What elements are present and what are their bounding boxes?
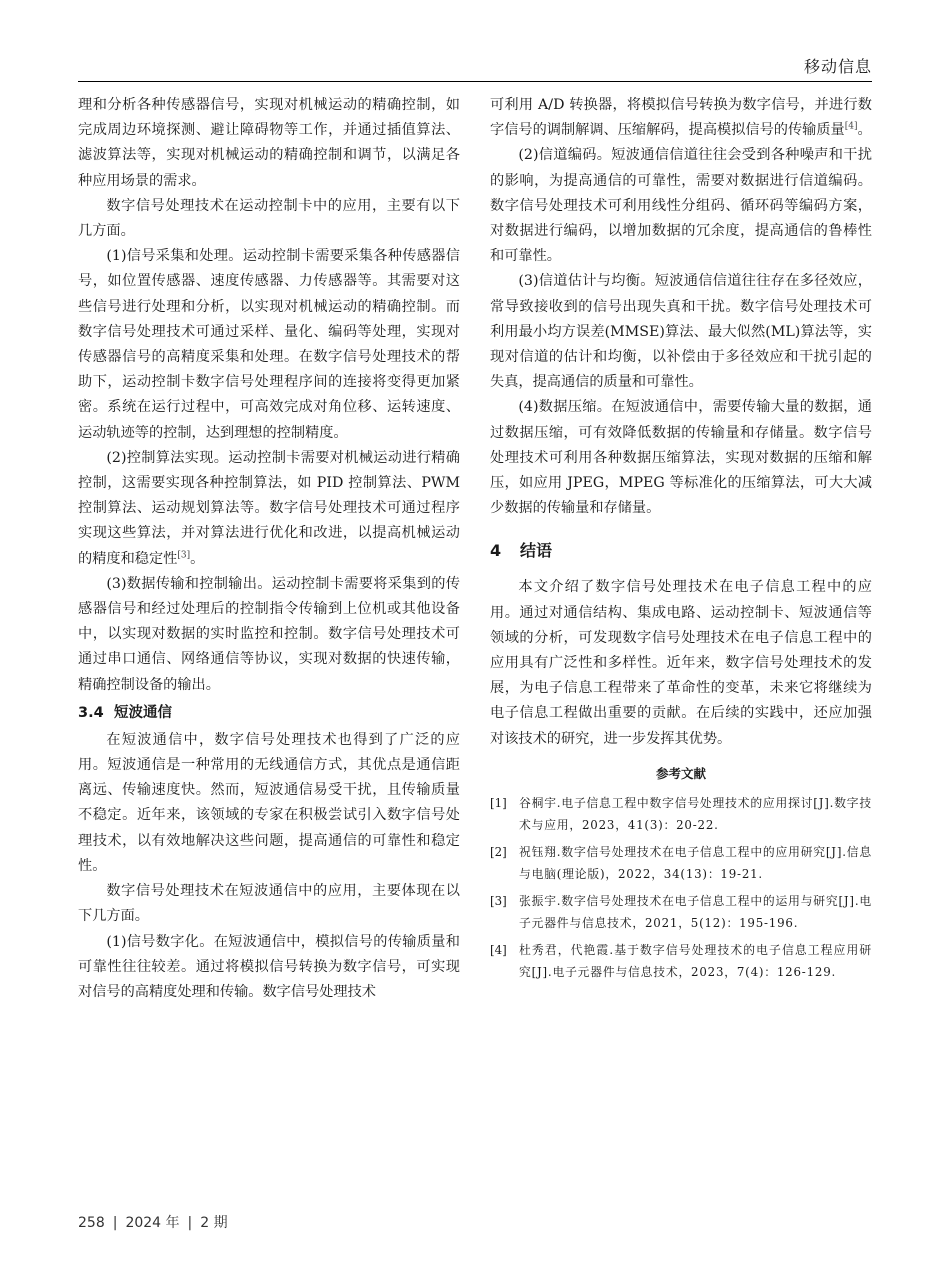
section-heading	[78, 701, 460, 726]
section-number: 4	[490, 541, 502, 561]
reference-number: [1]	[490, 795, 507, 810]
citation-mark: [4]	[844, 121, 858, 132]
right-column	[490, 93, 872, 988]
section-title: 结语	[520, 541, 553, 561]
footer-separator: |	[112, 1215, 118, 1231]
paragraph: 数字信号处理技术在运动控制卡中的应用，主要有以下几方面。	[78, 197, 460, 240]
page-number: 258	[78, 1215, 105, 1231]
paragraph: (1)信号数字化。在短波通信中，模拟信号的传输质量和可靠性往往较差。通过将模拟信号转换为数字信号，可实现对信号的高精度处理和传输。数字信号处理技术	[78, 933, 460, 1000]
paragraph	[490, 93, 872, 143]
reference-item	[490, 939, 872, 984]
reference-text: 祝钰翔.数字信号处理技术在电子信息工程中的应用研究[J].信息与电脑(理论版)，2022，34(13)：19-21.	[519, 844, 872, 882]
reference-item	[490, 841, 872, 886]
reference-number: [2]	[490, 844, 507, 859]
reference-number: [4]	[490, 942, 507, 957]
paragraph: (4)数据压缩。在短波通信中，需要传输大量的数据，通过数据压缩，可有效降低数据的传输量和存储量。数字信号处理技术可利用各种数据压缩算法，实现对数据的压缩和解压，如应用 JPEG，MPEG 等标准化的压缩算法，可大大减少数据的传输量和存储量。	[490, 399, 872, 517]
left-column	[78, 93, 460, 1005]
section-heading	[490, 539, 872, 563]
paragraph-end: 。	[190, 550, 205, 567]
citation-mark: [3]	[177, 549, 191, 560]
paragraph: 理和分析各种传感器信号，实现对机械运动的精确控制，如完成周边环境探测、避让障碍物等工作，并通过插值算法、滤波算法等，实现对机械运动的精确控制和调节，以满足各种应用场景的需求。	[78, 97, 460, 189]
section-title: 短波通信	[114, 704, 172, 721]
paragraph: (2)信道编码。短波通信信道往往会受到各种噪声和干扰的影响，为提高通信的可靠性，需要对数据进行信道编码。数字信号处理技术可利用线性分组码、循环码等编码方案，对数据进行编码，以增加数据的冗余度，提高通信的鲁棒性和可靠性。	[490, 147, 872, 265]
page-footer	[78, 1212, 228, 1232]
paragraph-text: 可利用 A/D 转换器，将模拟信号转换为数字信号，并进行数字信号的调制解调、压缩解码，提高模拟信号的传输质量	[490, 97, 872, 139]
reference-item	[490, 890, 872, 935]
paragraph: 数字信号处理技术在短波通信中的应用，主要体现在以下几方面。	[78, 883, 460, 925]
reference-item	[490, 792, 872, 837]
paragraph: 在短波通信中，数字信号处理技术也得到了广泛的应用。短波通信是一种常用的无线通信方式，其优点是通信距离远、传输速度快。然而，短波通信易受干扰，且传输质量不稳定。近年来，该领域的专家在积极尝试引入数字信号处理技术，以有效地解决这些问题，提高通信的可靠性和稳定性。	[78, 731, 460, 874]
issue-number: 2 期	[200, 1215, 228, 1231]
reference-number: [3]	[490, 893, 507, 908]
reference-text: 谷桐宇.电子信息工程中数字信号处理技术的应用探讨[J].数字技术与应用，2023，41(3)：20-22.	[519, 795, 872, 833]
reference-text: 杜秀君，代艳霞.基于数字信号处理技术的电子信息工程应用研究[J].电子元器件与信息技术，2023，7(4)：126-129.	[519, 942, 872, 980]
paragraph: 本文介绍了数字信号处理技术在电子信息工程中的应用。通过对通信结构、集成电路、运动控制卡、短波通信等领域的分析，可发现数字信号处理技术在电子信息工程中的应用具有广泛性和多样性。近年来，数字信号处理技术的发展，为电子信息工程带来了革命性的变革，未来它将继续为电子信息工程做出重要的贡献。在后续的实践中，还应加强对该技术的研究，进一步发挥其优势。	[490, 579, 872, 747]
paragraph	[78, 446, 460, 572]
paragraph-text: (2)控制算法实现。运动控制卡需要对机械运动进行精确控制，这需要实现各种控制算法，如 PID 控制算法、PWM 控制算法、运动规划算法等。数字信号处理技术可通过程序实现这些算法，并对算法进行优化和改进，以提高机械运动的精度和稳定性	[78, 449, 460, 567]
issue-year: 2024 年	[125, 1215, 180, 1231]
journal-title: 移动信息	[803, 57, 872, 76]
header-rule	[78, 81, 872, 82]
section-number: 3.4	[78, 704, 104, 721]
reference-text: 张振宇.数字信号处理技术在电子信息工程中的运用与研究[J].电子元器件与信息技术，2021，5(12)：195-196.	[519, 893, 872, 931]
footer-separator: |	[187, 1215, 193, 1231]
paragraph: (3)数据传输和控制输出。运动控制卡需要将采集到的传感器信号和经过处理后的控制指令传输到上位机或其他设备中，以实现对数据的实时监控和控制。数字信号处理技术可通过串口通信、网络通信等协议，实现对数据的快速传输，精确控制设备的输出。	[78, 575, 460, 693]
paragraph-end: 。	[857, 122, 872, 139]
references-title: 参考文献	[655, 765, 706, 781]
paragraph: (3)信道估计与均衡。短波通信信道往往存在多径效应，常导致接收到的信号出现失真和干扰。数字信号处理技术可利用最小均方误差(MMSE)算法、最大似然(ML)算法等，实现对信道的估计和均衡，以补偿由于多径效应和干扰引起的失真，提高通信的质量和可靠性。	[490, 273, 872, 391]
paragraph: (1)信号采集和处理。运动控制卡需要采集各种传感器信号，如位置传感器、速度传感器、力传感器等。其需要对这些信号进行处理和分析，以实现对机械运动的精确控制。而数字信号处理技术可通过采样、量化、编码等处理，实现对传感器信号的高精度采集和处理。在数字信号处理技术的帮助下，运动控制卡数字信号处理程序间的连接将变得更加紧密。系统在运行过程中，可高效完成对角位移、运转速度、运动轨迹等的控制，达到理想的控制精度。	[78, 248, 460, 441]
